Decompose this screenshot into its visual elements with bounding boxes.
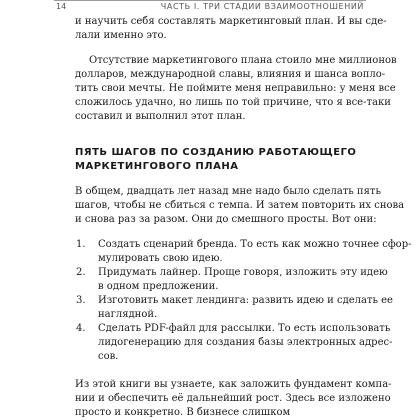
page-number: 14 bbox=[56, 2, 67, 11]
list-item-line: сов. bbox=[98, 351, 119, 362]
body-line: лали именно это. bbox=[75, 30, 167, 41]
body-line: и научить себя составлять маркетинговый план. И вы сде- bbox=[75, 16, 387, 27]
header-rule bbox=[54, 0, 366, 1]
list-item-number: 3. bbox=[76, 295, 86, 306]
list-item-number: 4. bbox=[76, 323, 86, 334]
list-item-line: наглядной. bbox=[98, 309, 158, 320]
section-heading: ПЯТЬ ШАГОВ ПО СОЗДАНИЮ РАБОТАЮЩЕГО bbox=[75, 147, 357, 158]
list-item-line: Создать сценарий бренда. То есть как можно точнее сфор- bbox=[98, 239, 412, 250]
body-line: шагов, чтобы не сбиться с темпа. И затем повторить их снова bbox=[75, 200, 405, 211]
body-line: долларов, международной славы, влияния и шанса вопло- bbox=[75, 69, 386, 80]
body-line: и снова раз за разом. Они до смешного просты. Вот они: bbox=[75, 214, 377, 225]
body-line: сложилось удачно, но лишь по той причине, что я все-таки bbox=[75, 97, 391, 108]
body-line: В общем, двадцать лет назад мне надо было сделать пять bbox=[75, 186, 381, 197]
running-header: ЧАСТЬ I. ТРИ СТАДИИ ВЗАИМООТНОШЕНИЙ bbox=[160, 2, 364, 11]
list-item-number: 1. bbox=[76, 239, 86, 250]
list-item-line: мулировать свою идею. bbox=[98, 253, 223, 264]
list-item-line: Изготовить макет лендинга: развить идею и сделать ее bbox=[98, 295, 393, 306]
body-line: просто и конкретно. В бизнесе слишком bbox=[75, 407, 291, 418]
list-item-line: Сделать PDF-файл для рассылки. То есть использовать bbox=[98, 323, 391, 334]
list-item-number: 2. bbox=[76, 267, 86, 278]
body-line: тить свои мечты. Не поймите меня неправильно: у меня все bbox=[75, 83, 396, 94]
list-item-line: лидогенерацию для создания базы электронных адрес- bbox=[98, 337, 393, 348]
body-line: составил и выполнил этот план. bbox=[75, 111, 246, 122]
section-heading: МАРКЕТИНГОВОГО ПЛАНА bbox=[75, 161, 239, 172]
list-item-line: в одном предложении. bbox=[98, 281, 219, 292]
body-line: Из этой книги вы узнаете, как заложить фундамент компа- bbox=[75, 379, 392, 390]
list-item-line: Придумать лайнер. Проще говоря, изложить эту идею bbox=[98, 267, 388, 278]
body-line: Отсутствие маркетингового плана стоило мне миллионов bbox=[89, 55, 397, 66]
body-line: нии и обеспечить её дальнейший рост. Здесь все изложено bbox=[75, 393, 391, 404]
